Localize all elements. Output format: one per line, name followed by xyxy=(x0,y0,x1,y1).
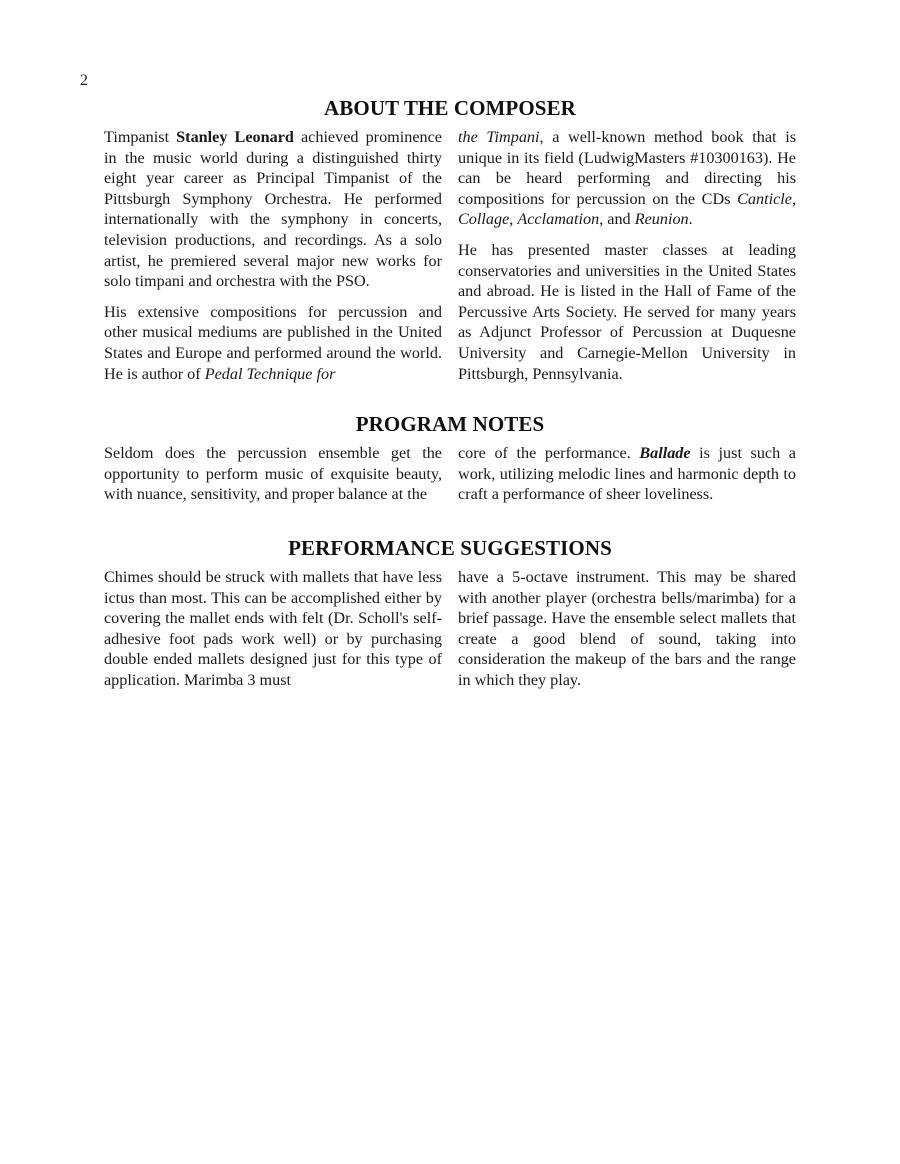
cd-title-canticle: Canticle xyxy=(737,189,792,208)
about-paragraph-1 xyxy=(104,127,442,292)
program-columns xyxy=(104,443,796,505)
piece-title-ballade: Ballade xyxy=(639,444,691,462)
about-left-column xyxy=(104,127,442,384)
program-notes-section xyxy=(104,412,796,505)
separator: , and xyxy=(599,210,635,229)
book-title-part-1: Pedal Technique for xyxy=(204,364,336,383)
program-notes-heading: PROGRAM NOTES xyxy=(355,412,545,436)
about-paragraph-2 xyxy=(104,302,442,384)
book-title-part-2: the Timpani xyxy=(458,128,540,146)
program-paragraph-left: Seldom does the percussion ensemble get the opportunity to perform music of exquisite beauty, with nuance, sensitivity, and proper balance at the xyxy=(104,444,442,504)
about-p2-text-a: His extensive compositions for percussion and other musical mediums are published in the United States and Europe and performed around the world. He is author of xyxy=(104,302,442,383)
separator: , xyxy=(791,189,796,208)
cd-title-acclamation: Acclamation xyxy=(517,210,600,229)
program-paragraph-right xyxy=(458,443,796,505)
about-columns xyxy=(104,127,796,384)
program-text-a: core of the performance. xyxy=(458,444,640,462)
cd-title-collage: Collage xyxy=(458,210,510,229)
performance-left-column xyxy=(104,567,442,691)
separator: , xyxy=(509,210,518,229)
program-left-column xyxy=(104,443,442,505)
page-number: 2 xyxy=(80,72,88,89)
about-composer-section xyxy=(104,96,796,384)
performance-right-column xyxy=(458,567,796,691)
about-paragraph-3: He has presented master classes at leading conservatories and universities in the United States and abroad. He is listed in the Hall of Fame of the Percussive Arts Society. He served for many years as Adjunct Professor of Percussion at Duquesne University and Carnegie-Mellon University in Pittsburgh, Pennsylvania. xyxy=(458,240,796,383)
about-right-column xyxy=(458,127,796,384)
program-right-column xyxy=(458,443,796,505)
about-composer-heading: ABOUT THE COMPOSER xyxy=(324,96,576,120)
performance-paragraph-left: Chimes should be struck with mallets that have less ictus than most. This can be accomplished either by covering the mallet ends with felt (Dr. Scholl's self-adhesive foot pads work well) or by purchasing double ended mallets designed just for this type of application. Marimba 3 must xyxy=(104,568,442,689)
composer-name: Stanley Leonard xyxy=(176,128,294,146)
separator: . xyxy=(688,210,693,229)
performance-paragraph-right: have a 5-octave instrument. This may be shared with another player (orchestra bells/marimba) for a brief passage. Have the ensemble select mallets that create a good blend of sound, taking into consideration the makeup of the bars and the range in which they play. xyxy=(458,568,796,689)
performance-columns xyxy=(104,567,796,691)
about-paragraph-2-continued xyxy=(458,127,796,230)
program-text-b: is just such a work, utilizing melodic lines and harmonic depth to craft a performance of sheer loveliness. xyxy=(458,444,796,504)
performance-suggestions-section xyxy=(104,536,796,691)
performance-suggestions-heading: PERFORMANCE SUGGESTIONS xyxy=(288,536,612,560)
about-p1-text-a: Timpanist xyxy=(104,128,177,146)
about-p1-text-b: achieved prominence in the music world during a distinguished thirty eight year career as Principal Timpanist of the Pittsburgh Symphony Orchestra. He performed internationally with the symphony in concerts, television productions, and recordings. As a solo artist, he premiered several major new works for solo timpani and orchestra with the PSO. xyxy=(104,128,442,291)
cd-title-reunion: Reunion xyxy=(634,210,689,229)
about-p2c-text: , a well-known method book that is unique in its field (LudwigMasters #10300163). He can be heard performing and directing his compositions for percussion on the CDs xyxy=(458,128,796,208)
